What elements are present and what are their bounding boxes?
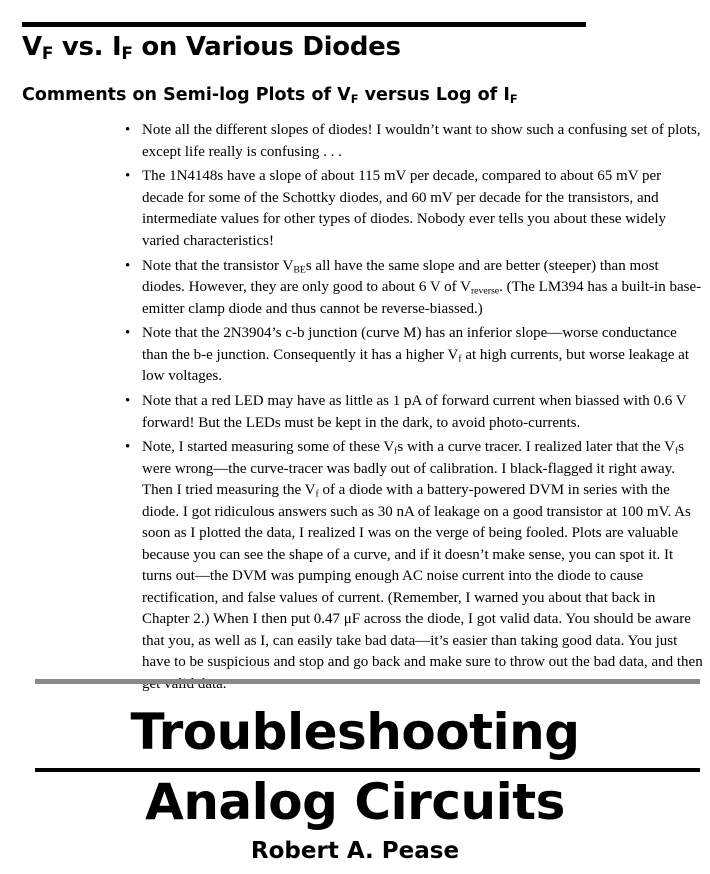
top-rule: [22, 22, 586, 27]
list-item: • Note that the 2N3904’s c-b junction (curve M) has an inferior slope—worse conductance than the b-e junction. Consequently it has a higher $V_f$ at high currents, but worse leakage at low voltages.: [142, 323, 704, 388]
list-item: • Note that a red LED may have as little as 1 pA of forward current when biassed with 0.6 V forward! But the LEDs must be kept in the dark, to avoid photo-currents.: [142, 391, 704, 434]
list-item: • The 1N4148s have a slope of about 115 mV per decade, compared to about 65 mV per decade for some of the Schottky diodes, and 60 mV per decade for the transistors, and intermediate values for other types of diodes. Nobody ever tells you about these widely varied characteristics!: [142, 166, 704, 252]
list-item: • Note that the transistor $V_{BE}s$ all have the same slope and are better (steeper) than most diodes. However, they are only good to about 6 V of $V_{reverse}$. (The LM394 has a built-in base-emitter clamp diode and thus cannot be reverse-biassed.): [142, 256, 704, 321]
list-item: • Note, I started measuring some of these $V_fs$ with a curve tracer. I realized later that the $V_fs$ were wrong—the curve-tracer was badly out of calibration. I black-flagged it right away. Then I tried measuring the $V_f$ of a diode with a battery-powered DVM in series with the diode. I got ridiculous answers such as 30 nA of leakage on a good transistor at 100 mV. As soon as I plotted the data, I realized I was on the verge of being fooled. Plots are valuable because you can see the shape of a curve, and if it doesn’t make sense, you can spot it. It turns out—the DVM was pumping enough AC noise current into the diode to cause rectification, and false values of current. (Remember, I warned you about that back in Chapter 2.) When I then put 0.47 μF across the diode, I got valid data. You should be aware that you, as well as I, can easily take bad data—it’s easier than taking good data. You just have to be suspicious and stop and go back and make sure to throw out the bad data, and then: [142, 437, 704, 695]
section-divider: [35, 679, 700, 684]
list-item: • Note all the different slopes of diodes! I wouldn’t want to show such a confusing set of plots, except life really is confusing . . .: [142, 120, 704, 163]
comments-list: [142, 120, 704, 699]
book-title-line1: Troubleshooting: [130, 703, 580, 761]
page-title: $V_F$ vs. $I_F$ on Various Diodes: [22, 32, 401, 64]
book-author: Robert A. Pease: [250, 838, 460, 864]
section-heading: Comments on Semi-log Plots of $V_F$ versus Log of $I_F$: [22, 85, 518, 106]
book-title-line2: Analog Circuits: [145, 773, 565, 831]
